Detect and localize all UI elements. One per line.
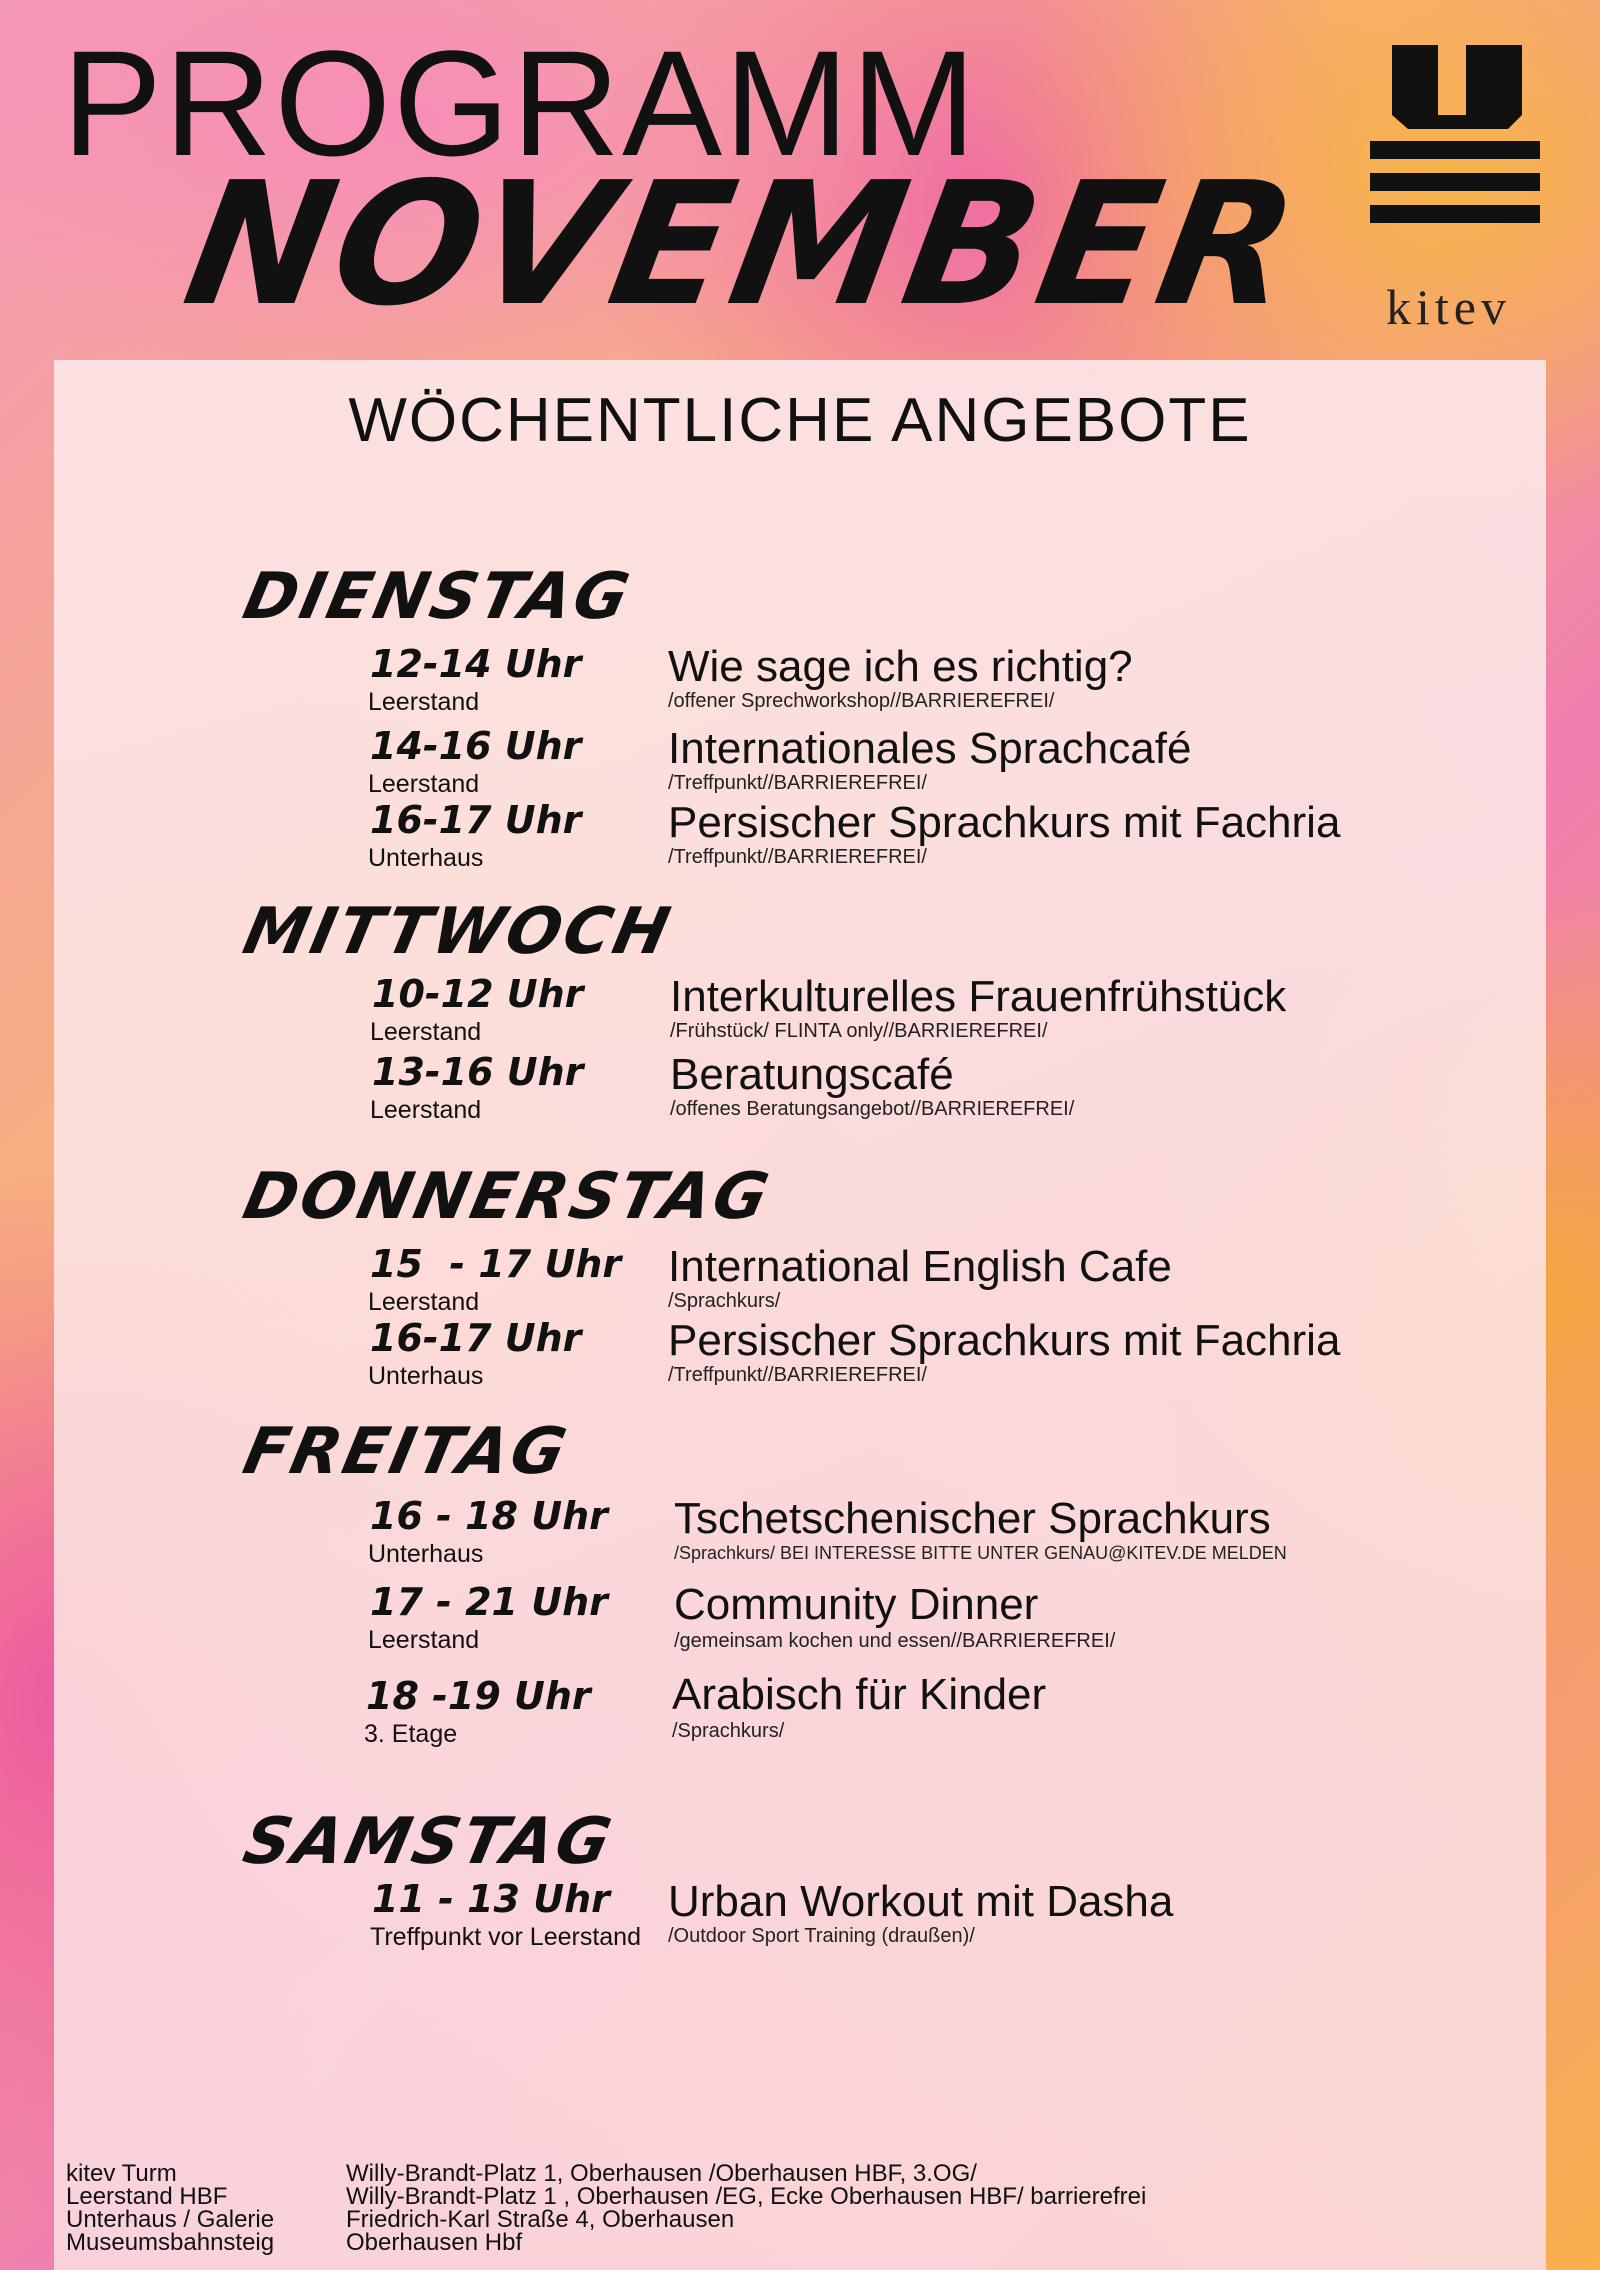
address-name: kitev Turm (66, 2160, 177, 2187)
poster-title: PROGRAMM (62, 19, 978, 187)
event-details: /offener Sprechworkshop//BARRIEREFREI/ (668, 690, 1055, 712)
day-heading-samstag: SAMSTAG (237, 1805, 621, 1879)
event-time: 16-17 Uhr (370, 798, 582, 842)
event-time: 17 - 21 Uhr (370, 1580, 608, 1624)
event-title: International English Cafe (668, 1242, 1172, 1291)
section-title: WÖCHENTLICHE ANGEBOTE (348, 386, 1252, 455)
event-location: Treffpunkt vor Leerstand (370, 1923, 641, 1951)
event-time: 12-14 Uhr (370, 642, 582, 686)
event-location: Leerstand (370, 1096, 482, 1124)
event-details: /Treffpunkt//BARRIEREFREI/ (668, 1364, 927, 1386)
event-location: Leerstand (368, 688, 480, 716)
event-title: Community Dinner (674, 1580, 1039, 1629)
event-time: 14-16 Uhr (370, 724, 582, 768)
event-details: /offenes Beratungsangebot//BARRIEREFREI/ (670, 1098, 1075, 1120)
day-heading-freitag: FREITAG (237, 1415, 576, 1489)
address-name: Museumsbahnsteig (66, 2229, 275, 2256)
address-value: Oberhausen Hbf (346, 2229, 523, 2256)
event-details: /Outdoor Sport Training (draußen)/ (668, 1925, 975, 1947)
day-heading-donnerstag: DONNERSTAG (237, 1160, 778, 1234)
event-title: Internationales Sprachcafé (668, 724, 1192, 773)
event-location: 3. Etage (364, 1720, 458, 1748)
event-details: /Sprachkurs/ BEI INTERESSE BITTE UNTER GENAU@KITEV.DE MELDEN (674, 1543, 1287, 1563)
event-location: Unterhaus (368, 1362, 484, 1390)
address-value: Willy-Brandt-Platz 1, Oberhausen /Oberhausen HBF, 3.OG/ (346, 2160, 977, 2187)
event-location: Leerstand (370, 1018, 482, 1046)
event-location: Leerstand (368, 770, 480, 798)
address-value: Friedrich-Karl Straße 4, Oberhausen (346, 2206, 735, 2233)
event-location: Unterhaus (368, 844, 484, 872)
event-title: Persischer Sprachkurs mit Fachria (668, 798, 1341, 847)
event-details: /Sprachkurs/ (668, 1290, 781, 1312)
day-heading-dienstag: DIENSTAG (237, 560, 638, 634)
event-details: /gemeinsam kochen und essen//BARRIEREFREI/ (674, 1630, 1116, 1652)
event-details: /Frühstück/ FLINTA only//BARRIEREFREI/ (670, 1020, 1048, 1042)
event-time: 13-16 Uhr (372, 1050, 584, 1094)
event-title: Arabisch für Kinder (672, 1670, 1047, 1719)
event-title: Urban Workout mit Dasha (668, 1877, 1174, 1926)
event-details: /Treffpunkt//BARRIEREFREI/ (668, 772, 927, 794)
event-title: Interkulturelles Frauenfrühstück (670, 972, 1287, 1021)
event-location: Leerstand (368, 1288, 480, 1316)
event-time: 15 - 17 Uhr (370, 1242, 622, 1286)
kitev-logo-text: kitev (1386, 279, 1511, 335)
event-title: Wie sage ich es richtig? (668, 642, 1133, 691)
address-name: Leerstand HBF (66, 2183, 228, 2210)
event-details: /Sprachkurs/ (672, 1720, 785, 1742)
event-location: Leerstand (368, 1626, 480, 1654)
event-title: Tschetschenischer Sprachkurs (674, 1494, 1271, 1543)
event-details: /Treffpunkt//BARRIEREFREI/ (668, 846, 927, 868)
event-title: Persischer Sprachkurs mit Fachria (668, 1316, 1341, 1365)
event-time: 18 -19 Uhr (366, 1674, 591, 1718)
address-name: Unterhaus / Galerie (66, 2206, 275, 2233)
event-time: 10-12 Uhr (372, 972, 584, 1016)
event-time: 16 - 18 Uhr (370, 1494, 608, 1538)
address-value: Willy-Brandt-Platz 1 , Oberhausen /EG, Ecke Oberhausen HBF/ barrierefrei (346, 2183, 1147, 2210)
event-location: Unterhaus (368, 1540, 484, 1568)
poster-month: NOVEMBER (172, 146, 1314, 344)
day-heading-mittwoch: MITTWOCH (237, 895, 679, 969)
event-time: 16-17 Uhr (370, 1316, 582, 1360)
event-time: 11 - 13 Uhr (372, 1877, 610, 1921)
event-title: Beratungscafé (670, 1050, 954, 1099)
